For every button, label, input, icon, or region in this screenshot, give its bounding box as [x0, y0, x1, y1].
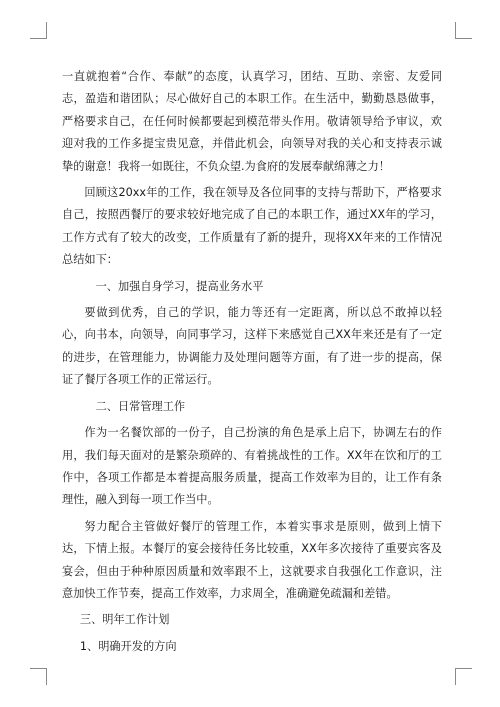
section-heading-study: 一、加强自身学习，提高业务水平 — [95, 279, 264, 293]
paragraph-cooperation: 努力配合主管做好餐厅的管理工作，本着实事求是原则，做到上情下达，下情上报。本餐厅的宴会接待任务比较重，XX年多次接待了重要宾客及宴会，但由于种种原因质量和效率跟不上，这就要求自我强化工作意识，注意加快工作节奏，提高工作效率，力求周全，准确避免疏漏和差错。 — [62, 519, 442, 600]
section-heading-next-year-plan: 三、明年工作计划 — [79, 613, 170, 627]
paragraph-study: 要做到优秀，自己的学识，能力等还有一定距离，所以总不敢掉以轻心，向书本，向领导，向同事学习，这样下来感觉自己XX年来还是有了一定的进步，在管理能力，协调能力及处理问题等方面，有了进一步的提高，保证了餐厅各项工作的正常运行。 — [62, 306, 442, 387]
paragraph-review: 回顾这20xx年的工作，我在领导及各位同事的支持与帮助下，严格要求自己，按照西餐厅的要求较好地完成了自己的本职工作，通过XX年的学习，工作方式有了较大的改变，工作质量有了新的提升，现将XX年来的工作情况总结如下： — [62, 186, 442, 267]
document-body — [62, 66, 442, 662]
paragraph-daily-management: 作为一名餐饮部的一份子，自己扮演的角色是承上启下，协调左右的作用，我们每天面对的是繁杂琐碎的、有着挑战性的工作。XX年在饮和厅的工作中，各项工作都是本着提高服务质量，提高工作效率为目的，让工作有条理性，融入到每一项工作当中。 — [62, 426, 442, 507]
crop-mark-bottom-right — [455, 668, 472, 685]
crop-mark-top-right — [455, 22, 472, 39]
subsection-heading-direction: 1、明确开发的方向 — [79, 639, 177, 653]
section-heading-daily-management: 二、日常管理工作 — [95, 399, 186, 413]
paragraph-continuation: 一直就抱着“合作、奉献”的态度，认真学习，团结、互助、亲密、友爱同志，盈造和谐团队；尽心做好自己的本职工作。在生活中，勤勤恳恳做事，严格要求自己，在任何时候都要起到模范带头作用。敬请领导给予审议，欢迎对我的工作多提宝贵见意，并借此机会，向领导对我的关心和支持表示诚挚的谢意！我将一如既往，不负众望.为食府的发展奉献绵薄之力！ — [62, 70, 442, 173]
crop-mark-bottom-left — [30, 668, 47, 685]
crop-mark-top-left — [30, 22, 47, 39]
